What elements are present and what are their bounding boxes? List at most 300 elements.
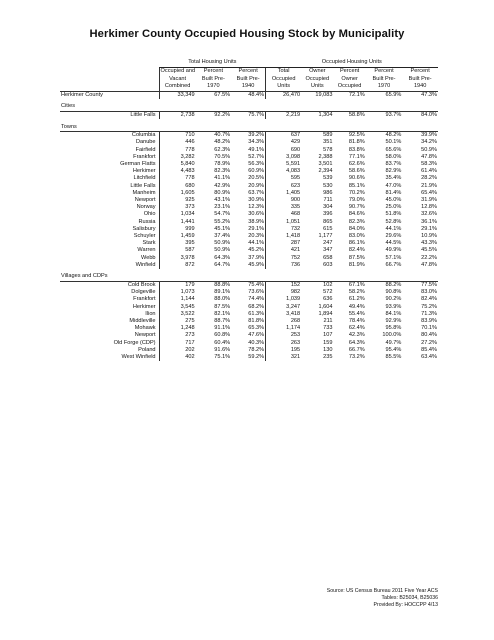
cell-col-2: 88.8%	[214, 282, 231, 289]
cell-col-3: 47.6%	[248, 332, 265, 339]
cell-col-3: 39.2%	[248, 132, 265, 139]
cell-col-6: 92.5%	[348, 132, 365, 139]
cell-col-6: 90.6%	[348, 175, 365, 182]
municipality-name: Little Falls	[130, 111, 156, 118]
cell-col-6: 83.0%	[348, 233, 365, 240]
municipality-name: Fairfield	[135, 146, 156, 153]
cell-col-5: 102	[323, 282, 333, 289]
cell-col-2: 88.7%	[214, 318, 231, 325]
cell-col-7: 92.9%	[385, 318, 402, 325]
cell-col-7: 84.1%	[385, 310, 402, 317]
cell-col-6: 55.4%	[348, 310, 365, 317]
cell-col-7: 65.9%	[366, 91, 403, 99]
cell-col-4: 321	[266, 354, 302, 361]
cell-col-4: 253	[266, 332, 302, 339]
cell-col-1: 3,522	[159, 311, 196, 318]
cell-col-1: 446	[159, 139, 196, 146]
cell-col-2: 78.9%	[214, 161, 231, 167]
cell-col-5: 603	[323, 261, 333, 268]
cell-col-1: 717	[159, 340, 196, 347]
housing-stock-table	[60, 58, 438, 361]
table-body	[60, 91, 438, 361]
cell-col-3: 20.5%	[248, 175, 265, 182]
cell-col-1: 179	[159, 282, 196, 290]
cell-col-4: 287	[266, 240, 302, 247]
cell-col-2: 75.1%	[214, 354, 231, 361]
cell-col-5: 986	[323, 189, 333, 196]
cell-col-1: 1,605	[159, 190, 196, 197]
cell-col-6: 58.8%	[348, 111, 365, 118]
cell-col-2: 42.9%	[214, 182, 231, 189]
cell-col-2: 64.7%	[214, 261, 231, 268]
column-header-2: Percent Built Pre- 1970	[201, 68, 225, 90]
table-row	[60, 147, 438, 154]
cell-col-7: 65.6%	[385, 146, 402, 153]
cell-col-7: 45.0%	[385, 197, 402, 204]
cell-col-6: 81.8%	[348, 139, 365, 146]
cell-col-6: 87.5%	[348, 254, 365, 261]
cell-col-6: 62.4%	[348, 325, 365, 332]
cell-col-7: 83.7%	[385, 161, 402, 167]
group-header-occupied: Occupied Housing Units	[266, 58, 438, 68]
column-header-3: Percent Built Pre- 1940	[236, 68, 260, 90]
cell-col-4: 982	[266, 289, 302, 296]
cell-col-5: 130	[323, 346, 333, 353]
cell-col-4: 152	[266, 282, 302, 290]
cell-col-3: 52.7%	[248, 153, 265, 160]
cell-col-7: 29.6%	[385, 233, 402, 240]
cell-col-6: 58.2%	[348, 289, 365, 296]
table-row	[60, 282, 438, 290]
cell-col-7: 90.2%	[385, 296, 402, 303]
cell-col-1: 1,441	[159, 219, 196, 226]
section-header-row	[60, 99, 438, 111]
cell-col-6: 70.2%	[348, 189, 365, 196]
table-row	[60, 111, 438, 119]
cell-col-1: 3,282	[159, 154, 196, 161]
cell-col-4: 335	[266, 204, 302, 211]
cell-col-3: 30.6%	[248, 211, 265, 218]
cell-col-4: 3,098	[266, 154, 302, 161]
cell-col-2: 89.1%	[214, 289, 231, 296]
cell-col-7: 58.0%	[385, 153, 402, 160]
group-header-total: Total Housing Units	[159, 58, 266, 68]
cell-col-6: 82.4%	[348, 247, 365, 254]
cell-col-5: 530	[323, 182, 333, 189]
section-label: Towns	[61, 123, 77, 130]
table-row	[60, 132, 438, 140]
cell-col-1: 925	[159, 197, 196, 204]
cell-col-7: 66.7%	[385, 261, 402, 268]
cell-col-2: 67.5%	[196, 91, 232, 99]
cell-col-3: 20.3%	[248, 233, 265, 240]
cell-col-7: 82.9%	[385, 168, 402, 175]
cell-col-6: 84.6%	[348, 211, 365, 218]
cell-col-7: 49.9%	[385, 247, 402, 254]
cell-col-7: 51.8%	[385, 211, 402, 218]
cell-col-7: 49.7%	[385, 339, 402, 346]
table-row	[60, 154, 438, 161]
municipality-name: Dolgeville	[131, 289, 156, 296]
cell-col-8: 61.4%	[421, 168, 437, 175]
cell-col-8: 84.0%	[421, 111, 437, 118]
cell-col-2: 60.4%	[214, 339, 231, 346]
cell-col-8: 29.1%	[421, 225, 437, 232]
cell-col-2: 88.0%	[214, 296, 231, 303]
section-label: Villages and CDPs	[61, 273, 108, 280]
cell-col-1: 778	[159, 147, 196, 154]
table-row	[60, 204, 438, 211]
municipality-name: West Winfield	[121, 354, 156, 361]
municipality-name: Schuyler	[133, 233, 156, 240]
cell-col-2: 50.9%	[214, 247, 231, 254]
cell-col-8: 21.9%	[421, 182, 437, 189]
municipality-name: Norway	[136, 204, 156, 211]
cell-col-2: 45.1%	[214, 225, 231, 232]
municipality-name: Russia	[138, 218, 156, 225]
cell-col-1: 1,144	[159, 296, 196, 303]
cell-col-3: 44.1%	[248, 240, 265, 247]
cell-col-2: 91.1%	[214, 325, 231, 332]
cell-col-3: 12.3%	[248, 204, 265, 211]
table-row	[60, 139, 438, 146]
municipality-name: Warren	[137, 247, 156, 254]
table-row	[60, 332, 438, 339]
cell-col-4: 1,174	[266, 325, 302, 332]
cell-col-4: 263	[266, 340, 302, 347]
cell-col-5: 347	[323, 247, 333, 254]
page-title: Herkimer County Occupied Housing Stock by Municipality	[89, 28, 405, 40]
cell-col-4: 421	[266, 247, 302, 254]
cell-col-6: 42.3%	[348, 332, 365, 339]
cell-col-3: 56.3%	[248, 161, 265, 167]
cell-col-4: 623	[266, 183, 302, 190]
cell-col-1: 5,840	[159, 161, 196, 168]
cell-col-2: 60.8%	[214, 332, 231, 339]
cell-col-8: 85.4%	[421, 346, 437, 353]
cell-col-3: 49.1%	[248, 146, 265, 153]
cell-col-8: 47.8%	[421, 261, 437, 268]
column-header-row	[60, 68, 438, 92]
municipality-name: Herkimer	[132, 303, 156, 310]
municipality-name: Old Forge (CDP)	[113, 339, 156, 346]
cell-col-5: 615	[323, 225, 333, 232]
municipality-name: Columbia	[131, 132, 156, 139]
cell-col-2: 70.5%	[214, 153, 231, 160]
table-row	[60, 262, 438, 269]
cell-col-3: 68.2%	[248, 303, 265, 310]
cell-col-4: 1,405	[266, 190, 302, 197]
cell-col-1: 33,349	[159, 91, 196, 99]
cell-col-2: 40.7%	[214, 132, 231, 139]
footer-source: Source: US Census Bureau 2011 Five Year ACS	[326, 588, 438, 594]
cell-col-4: 26,470	[266, 91, 302, 99]
column-header-4: Total Occupied Units	[266, 68, 302, 92]
cell-col-6: 86.1%	[348, 240, 365, 247]
cell-col-4: 268	[266, 318, 302, 325]
cell-col-2: 41.1%	[214, 175, 231, 182]
cell-col-2: 92.2%	[214, 111, 231, 118]
cell-col-1: 202	[159, 347, 196, 354]
cell-col-6: 79.0%	[348, 197, 365, 204]
cell-col-5: 572	[323, 289, 333, 296]
cell-col-5: 658	[323, 254, 333, 261]
cell-col-5: 711	[323, 197, 333, 204]
table-row	[60, 255, 438, 262]
cell-col-2: 82.3%	[214, 168, 231, 175]
cell-col-1: 373	[159, 204, 196, 211]
cell-col-4: 3,247	[266, 304, 302, 311]
municipality-name: Danube	[135, 139, 156, 146]
cell-col-5: 636	[323, 296, 333, 303]
cell-col-3: 30.9%	[248, 197, 265, 204]
municipality-name: Stark	[142, 240, 156, 247]
cell-col-4: 732	[266, 226, 302, 233]
cell-col-7: 44.1%	[385, 225, 402, 232]
cell-col-3: 34.3%	[248, 139, 265, 146]
table-row	[60, 183, 438, 190]
cell-col-1: 778	[159, 175, 196, 182]
cell-col-7: 93.9%	[385, 303, 402, 310]
municipality-name: Herkimer County	[60, 91, 159, 99]
cell-col-1: 395	[159, 240, 196, 247]
cell-col-6: 85.1%	[348, 182, 365, 189]
municipality-name: Herkimer	[132, 168, 156, 175]
column-header-8: Percent Built Pre- 1940	[408, 68, 432, 90]
cell-col-8: 47.8%	[421, 153, 437, 160]
cell-col-1: 1,034	[159, 211, 196, 218]
cell-col-7: 52.8%	[385, 218, 402, 225]
cell-col-2: 48.2%	[214, 139, 231, 146]
cell-col-6: 67.1%	[348, 282, 365, 289]
cell-col-6: 72.1%	[333, 91, 365, 99]
footer-tables: Tables: B25034, B25036	[381, 595, 438, 601]
cell-col-2: 64.3%	[214, 254, 231, 261]
group-header-row	[60, 58, 438, 68]
cell-col-7: 88.2%	[385, 282, 402, 289]
cell-col-8: 22.2%	[421, 254, 437, 261]
cell-col-6: 81.9%	[348, 261, 365, 268]
cell-col-8: 70.1%	[421, 325, 437, 332]
cell-col-8: 36.1%	[421, 218, 437, 225]
municipality-name: Winfield	[135, 261, 156, 268]
cell-col-3: 45.9%	[248, 261, 265, 268]
table-row	[60, 161, 438, 168]
cell-col-2: 82.1%	[214, 310, 231, 317]
cell-col-7: 35.4%	[385, 175, 402, 182]
cell-col-5: 19,083	[301, 91, 333, 99]
cell-col-5: 1,304	[318, 111, 333, 118]
cell-col-6: 83.8%	[348, 146, 365, 153]
municipality-name: Ohio	[143, 211, 156, 218]
cell-col-1: 4,483	[159, 168, 196, 175]
cell-col-3: 20.9%	[248, 182, 265, 189]
cell-col-7: 47.0%	[385, 182, 402, 189]
cell-col-2: 87.5%	[214, 303, 231, 310]
municipality-name: German Flatts	[120, 161, 156, 167]
cell-col-1: 3,545	[159, 304, 196, 311]
municipality-name: Frankfort	[133, 153, 156, 160]
cell-col-5: 2,394	[318, 168, 333, 175]
cell-col-1: 1,073	[159, 289, 196, 296]
cell-col-4: 752	[266, 255, 302, 262]
cell-col-3: 78.2%	[248, 346, 265, 353]
cell-col-4: 1,051	[266, 219, 302, 226]
cell-col-3: 65.3%	[248, 325, 265, 332]
table-row	[60, 226, 438, 233]
cell-col-4: 1,039	[266, 296, 302, 303]
cell-col-4: 2,219	[266, 111, 302, 119]
cell-col-5: 396	[323, 211, 333, 218]
cell-col-2: 43.1%	[214, 197, 231, 204]
cell-col-8: 71.3%	[421, 310, 437, 317]
cell-col-2: 62.3%	[214, 146, 231, 153]
table-row	[60, 190, 438, 197]
cell-col-5: 1,177	[318, 233, 333, 240]
cell-col-8: 39.9%	[421, 132, 437, 139]
cell-col-7: 100.0%	[382, 332, 402, 339]
cell-col-2: 50.9%	[214, 240, 231, 247]
cell-col-8: 31.9%	[421, 197, 437, 204]
municipality-name: Frankfort	[133, 296, 156, 303]
table-row	[60, 354, 438, 361]
cell-col-8: 45.5%	[421, 247, 437, 254]
footer-provider: Provided By: HOCCPP 4/13	[373, 602, 438, 608]
table-row	[60, 233, 438, 240]
cell-col-5: 107	[323, 332, 333, 339]
cell-col-3: 59.2%	[248, 354, 265, 361]
cell-col-1: 999	[159, 226, 196, 233]
table-row	[60, 347, 438, 354]
table-row	[60, 197, 438, 204]
municipality-name: Ilion	[145, 310, 156, 317]
cell-col-3: 37.9%	[248, 254, 265, 261]
table-row	[60, 211, 438, 218]
cell-col-4: 595	[266, 175, 302, 182]
cell-col-7: 25.0%	[385, 204, 402, 211]
table-row	[60, 340, 438, 347]
cell-col-8: 75.2%	[421, 303, 437, 310]
cell-col-1: 275	[159, 318, 196, 325]
cell-col-5: 211	[323, 318, 333, 325]
cell-col-6: 78.4%	[348, 318, 365, 325]
cell-col-5: 578	[323, 146, 333, 153]
cell-col-7: 81.4%	[385, 189, 402, 196]
cell-col-4: 690	[266, 147, 302, 154]
table-row	[60, 325, 438, 332]
cell-col-8: 10.9%	[421, 233, 437, 240]
table-row	[60, 247, 438, 254]
column-header-6: Percent Owner Occupied	[337, 68, 362, 90]
cell-col-6: 62.6%	[348, 161, 365, 167]
source-footer	[327, 588, 438, 609]
cell-col-8: 50.9%	[421, 146, 437, 153]
column-header-spacer	[60, 68, 159, 92]
cell-col-5: 865	[323, 218, 333, 225]
cell-col-7: 90.8%	[385, 289, 402, 296]
cell-col-4: 736	[266, 262, 302, 269]
cell-col-2: 37.4%	[214, 233, 231, 240]
municipality-name: Middleville	[129, 318, 156, 325]
cell-col-7: 57.1%	[385, 254, 402, 261]
table-row	[60, 318, 438, 325]
cell-col-8: 77.5%	[421, 282, 437, 289]
cell-col-3: 75.4%	[248, 282, 265, 289]
cell-col-8: 80.4%	[421, 332, 437, 339]
cell-col-1: 587	[159, 247, 196, 254]
cell-col-6: 90.7%	[348, 204, 365, 211]
cell-col-4: 5,591	[266, 161, 302, 168]
cell-col-8: 32.6%	[421, 211, 437, 218]
cell-col-8: 58.3%	[421, 161, 437, 167]
cell-col-7: 50.1%	[385, 139, 402, 146]
cell-col-4: 3,418	[266, 311, 302, 318]
cell-col-6: 66.7%	[348, 346, 365, 353]
cell-col-8: 83.9%	[421, 318, 437, 325]
municipality-name: Salisbury	[132, 225, 156, 232]
municipality-name: Webb	[141, 254, 156, 261]
cell-col-7: 44.5%	[385, 240, 402, 247]
cell-col-8: 82.4%	[421, 296, 437, 303]
cell-col-1: 680	[159, 183, 196, 190]
cell-col-2: 23.1%	[214, 204, 231, 211]
cell-col-3: 75.7%	[248, 111, 265, 118]
cell-col-1: 872	[159, 262, 196, 269]
table-row	[60, 240, 438, 247]
municipality-name: Newport	[134, 332, 156, 339]
cell-col-8: 27.2%	[421, 339, 437, 346]
cell-col-8: 47.3%	[402, 91, 438, 99]
cell-col-5: 589	[323, 132, 333, 139]
cell-col-3: 60.9%	[248, 168, 265, 175]
table-row	[60, 175, 438, 182]
cell-col-3: 81.8%	[248, 318, 265, 325]
cell-col-4: 4,083	[266, 168, 302, 175]
cell-col-1: 1,248	[159, 325, 196, 332]
cell-col-3: 29.1%	[248, 225, 265, 232]
cell-col-5: 247	[323, 240, 333, 247]
cell-col-4: 195	[266, 347, 302, 354]
cell-col-1: 3,978	[159, 255, 196, 262]
group-header-spacer	[60, 58, 159, 68]
cell-col-2: 54.7%	[214, 211, 231, 218]
cell-col-3: 48.4%	[231, 91, 265, 99]
table-row	[60, 289, 438, 296]
cell-col-7: 95.4%	[385, 346, 402, 353]
municipality-name: Cold Brook	[127, 282, 156, 289]
cell-col-4: 1,418	[266, 233, 302, 240]
cell-col-3: 45.2%	[248, 247, 265, 254]
cell-col-2: 91.6%	[214, 346, 231, 353]
cell-col-1: 710	[159, 132, 196, 140]
cell-col-2: 80.9%	[214, 189, 231, 196]
table-row	[60, 219, 438, 226]
cell-col-8: 12.8%	[421, 204, 437, 211]
cell-col-3: 63.7%	[248, 189, 265, 196]
municipality-name: Mohawk	[134, 325, 156, 332]
cell-col-6: 49.4%	[348, 303, 365, 310]
cell-col-5: 1,894	[318, 310, 333, 317]
cell-col-1: 402	[159, 354, 196, 361]
cell-col-6: 61.2%	[348, 296, 365, 303]
column-header-7: Percent Built Pre- 1970	[372, 68, 396, 90]
cell-col-4: 429	[266, 139, 302, 146]
cell-col-8: 63.4%	[421, 354, 437, 361]
municipality-name: Newport	[134, 197, 156, 204]
table-row	[60, 296, 438, 303]
section-header-row	[60, 269, 438, 281]
cell-col-6: 82.3%	[348, 218, 365, 225]
